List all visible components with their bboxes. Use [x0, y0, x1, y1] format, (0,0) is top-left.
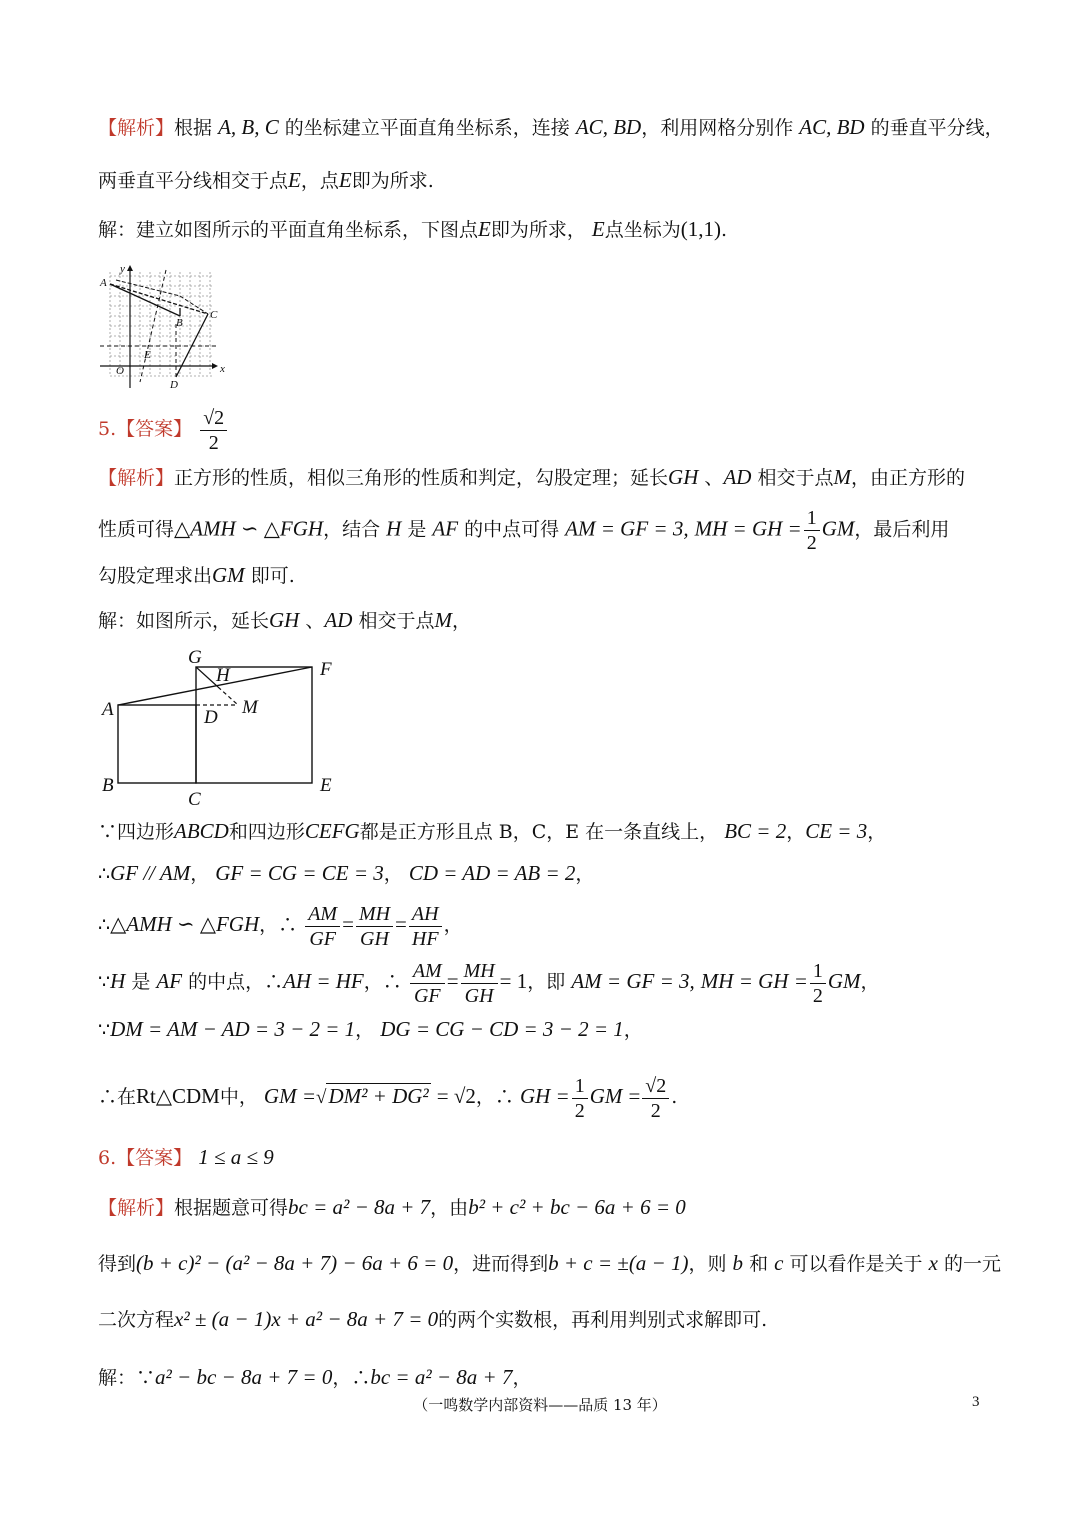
- s4-analysis-line-2: 两垂直平分线相交于点E，点E即为所求.: [98, 168, 434, 192]
- fig2-label-a: A: [102, 699, 114, 720]
- s6-analysis-line-1: 【解析】根据题意可得bc = a² − 8a + 7，由b² + c² + bc − 6a + 6 = 0: [98, 1195, 686, 1219]
- s5-proof-line-2: ∴GF // AM， GF = CG = CE = 3， CD = AD = AB = 2，: [98, 861, 595, 885]
- analysis-tag: 【解析】: [98, 117, 175, 139]
- fig1-label-a: A: [100, 277, 107, 289]
- fig2-label-g: G: [188, 647, 202, 668]
- s5-analysis-line-1: 【解析】正方形的性质，相似三角形的性质和判定，勾股定理；延长GH 、AD 相交于点M，由正方形的: [98, 465, 966, 489]
- s6-analysis-line-2: 得到(b + c)² − (a² − 8a + 7) − 6a + 6 = 0，进而得到b + c = ±(a − 1)，则 b 和 c 可以看作是关于 x 的一元: [98, 1251, 1001, 1275]
- fig2-label-h: H: [216, 665, 230, 686]
- fig1-label-x: x: [220, 363, 225, 375]
- fig2-label-b: B: [102, 775, 114, 796]
- fig2-label-m: M: [242, 697, 258, 718]
- s5-proof-line-6: ∴在Rt△CDM中， GM =√DM² + DG² = √2，∴ GH = $\frac{1}{2}$ GM = $\frac{√2}{2}$ .: [98, 1074, 678, 1122]
- s6-analysis-line-3: 二次方程x² ± (a − 1)x + a² − 8a + 7 = 0的两个实数根，再利用判别式求解即可.: [98, 1307, 768, 1331]
- answer-tag: 【答案】: [116, 418, 193, 440]
- s4-analysis-line-1: 【解析】根据 A, B, C 的坐标建立平面直角坐标系，连接 AC, BD，利用网格分别作 AC, BD 的垂直平分线，: [98, 115, 1004, 139]
- s5-solution-line-1: 解：如图所示，延长GH 、AD 相交于点M，: [98, 608, 471, 632]
- page-footer: （一鸣数学内部资料——品质 13 年）: [413, 1396, 667, 1414]
- fig1-label-o: O: [116, 365, 124, 377]
- s5-analysis-line-3: 勾股定理求出GM 即可.: [98, 563, 295, 587]
- s6-solution-line: 解：∵a² − bc − 8a + 7 = 0，∴bc = a² − 8a + 7，: [98, 1365, 532, 1389]
- fig1-label-e: E: [144, 349, 151, 361]
- s5-proof-line-5: ∵DM = AM − AD = 3 − 2 = 1， DG = CG − CD = 3 − 2 = 1，: [98, 1017, 643, 1041]
- fig1-label-d: D: [170, 379, 178, 391]
- fig2-label-f: F: [320, 659, 332, 680]
- fig1-label-c: C: [210, 309, 218, 321]
- fig2-label-c: C: [188, 789, 201, 810]
- s4-solution-line: 解：建立如图所示的平面直角坐标系，下图点E即为所求， E点坐标为(1,1).: [98, 217, 728, 241]
- s5-proof-line-3: ∴△AMH ∽ △FGH，∴ $\frac{AM}{GF}$ = $\frac{MH}{GH}$ = $\frac{AH}{HF}$ ，: [98, 902, 463, 950]
- s5-analysis-line-2: 性质可得△AMH ∽ △FGH，结合 H 是 AF 的中点可得 AM = GF = 3, MH = GH = $\frac{1}{2}$ GM，最后利用: [98, 507, 950, 554]
- fig2-label-e: E: [320, 775, 332, 796]
- fig1-label-y: y: [120, 263, 125, 275]
- squares-figure: [98, 645, 348, 810]
- page-number: 3: [972, 1394, 980, 1410]
- s6-answer-line: 6.【答案】 1 ≤ a ≤ 9: [98, 1145, 274, 1169]
- s5-answer-line: 5.【答案】 $\frac{√2}{2}$: [98, 403, 984, 455]
- coordinate-grid-figure: [96, 262, 230, 392]
- square-abcd: [118, 705, 196, 783]
- s5-proof-line-4: ∵H 是 AF 的中点，∴AH = HF，∴ $\frac{AM}{GF}$ = $\frac{MH}{GH}$ = 1，即 AM = GF = 3, MH = GH = $\frac{1}{2}$ GM，: [98, 959, 880, 1007]
- fig2-label-d: D: [204, 707, 218, 728]
- fig1-label-b: B: [176, 317, 183, 329]
- s5-proof-line-1: ∵四边形ABCD和四边形CEFG都是正方形且点 B，C，E 在一条直线上， BC = 2，CE = 3，: [98, 819, 887, 843]
